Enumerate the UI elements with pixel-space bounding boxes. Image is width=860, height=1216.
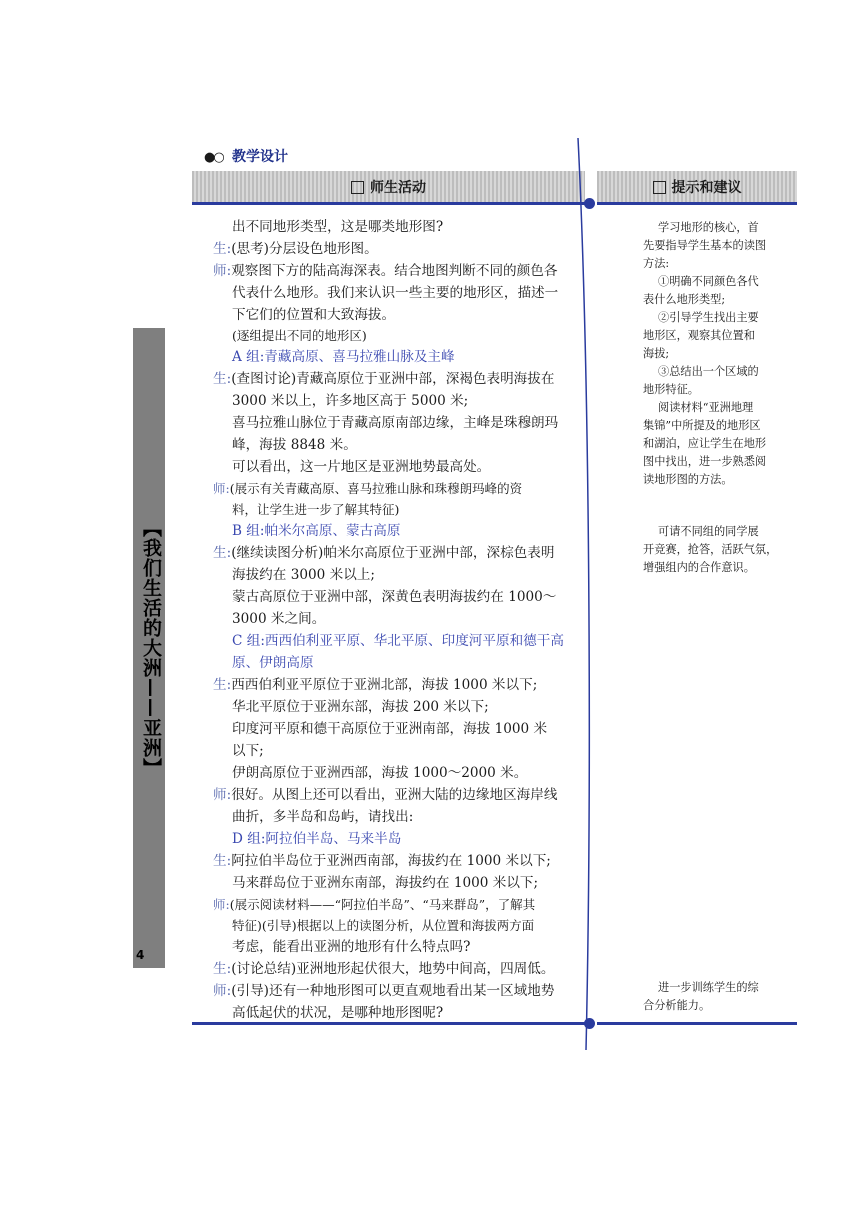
activity-line: 3000 米以上，许多地区高于 5000 米; — [232, 393, 469, 409]
group-heading: 原、伊朗高原 — [232, 655, 314, 671]
hint-line: 和湖泊，应让学生在地形 — [643, 437, 767, 450]
chapter-spine-title: 【我们生活的大洲——亚洲】 — [140, 518, 162, 778]
hint-line: 地形区，观察其位置和 — [643, 329, 755, 342]
activity-line: 生:(思考)分层设色地形图。 — [213, 241, 378, 257]
hint-line: 阅读材料“亚洲地理 — [658, 401, 754, 414]
divider-bullet-bottom — [584, 1018, 595, 1029]
group-heading: A 组:青藏高原、喜马拉雅山脉及主峰 — [232, 349, 455, 365]
activity-line: 生:(继续读图分析)帕米尔高原位于亚洲中部，深棕色表明 — [213, 545, 555, 561]
hint-line: 集锦”中所提及的地形区 — [643, 419, 761, 432]
bottom-rule-left — [192, 1022, 585, 1025]
bottom-rule-right — [597, 1022, 797, 1025]
activity-line: 高低起伏的状况，是哪种地形图呢? — [232, 1005, 444, 1021]
activity-line: 曲折，多半岛和岛屿，请找出: — [232, 809, 414, 825]
activities-column-header — [192, 171, 585, 203]
activity-line: 海拔约在 3000 米以上; — [232, 567, 375, 583]
activity-line: 师:观察图下方的陆高海深表。结合地图判断不同的颜色各 — [213, 263, 558, 279]
activity-line: (逐组提出不同的地形区) — [232, 328, 367, 343]
top-rule-left — [192, 202, 585, 205]
activity-line: 考虑，能看出亚洲的地形有什么特点吗? — [232, 939, 471, 955]
activity-line: 生:西西伯利亚平原位于亚洲北部，海拔 1000 米以下; — [213, 677, 538, 693]
hints-column-title: 提示和建议 — [671, 180, 742, 196]
hint-line: 学习地形的核心，首 — [658, 221, 759, 234]
hint-line: 进一步训练学生的综 — [658, 981, 759, 994]
hint-line: 可请不同组的同学展 — [658, 525, 759, 538]
hint-line: 地形特征。 — [643, 383, 699, 396]
checkbox-icon — [653, 181, 666, 194]
activity-line: 生:阿拉伯半岛位于亚洲西南部，海拔约在 1000 米以下; — [213, 853, 551, 869]
header-dots: ●○ — [204, 150, 223, 165]
group-heading: B 组:帕米尔高原、蒙古高原 — [232, 523, 401, 539]
group-heading: C 组:西西伯利亚平原、华北平原、印度河平原和德干高 — [232, 633, 564, 649]
activity-line: 师:(引导)还有一种地形图可以更直观地看出某一区域地势 — [213, 983, 555, 999]
activity-line: 师:(展示阅读材料——“阿拉伯半岛”、“马来群岛”，了解其 — [213, 897, 536, 912]
hint-line: 先要指导学生基本的读图 — [643, 239, 767, 252]
activity-line: 以下; — [232, 743, 264, 759]
activities-column-title: 师生活动 — [370, 180, 426, 196]
activity-line: 师:(展示有关青藏高原、喜马拉雅山脉和珠穆朗玛峰的资 — [213, 481, 523, 496]
page-number: 4 — [136, 948, 145, 962]
activity-line: 出不同地形类型，这是哪类地形图? — [232, 219, 444, 235]
page-header-title: 教学设计 — [232, 149, 288, 165]
hint-line: 开竞赛，抢答，活跃气氛， — [643, 543, 778, 556]
checkbox-icon — [351, 181, 364, 194]
activity-line: 峰，海拔 8848 米。 — [232, 437, 357, 453]
activity-line: 生:(查图讨论)青藏高原位于亚洲中部，深褐色表明海拔在 — [213, 371, 555, 387]
activity-line: 马来群岛位于亚洲东南部，海拔约在 1000 米以下; — [232, 875, 539, 891]
hint-line: 合分析能力。 — [643, 999, 711, 1012]
hint-line: ①明确不同颜色各代 — [658, 275, 759, 288]
activity-line: 3000 米之间。 — [232, 611, 326, 627]
activity-line: 蒙古高原位于亚洲中部，深黄色表明海拔约在 1000～ — [232, 589, 557, 605]
divider-bullet-top — [584, 198, 595, 209]
activity-line: 华北平原位于亚洲东部，海拔 200 米以下; — [232, 699, 489, 715]
hint-line: 读地形图的方法。 — [643, 473, 733, 486]
activity-line: 师:很好。从图上还可以看出，亚洲大陆的边缘地区海岸线 — [213, 787, 558, 803]
hint-line: ③总结出一个区域的 — [658, 365, 759, 378]
activity-line: 代表什么地形。我们来认识一些主要的地形区，描述一 — [232, 285, 559, 301]
hint-line: 海拔; — [643, 347, 670, 360]
column-divider-curve — [560, 130, 600, 1060]
activity-line: 可以看出，这一片地区是亚洲地势最高处。 — [232, 459, 491, 475]
hint-line: ②引导学生找出主要 — [658, 311, 759, 324]
activity-line: 印度河平原和德干高原位于亚洲南部，海拔 1000 米 — [232, 721, 548, 737]
activity-line: 特征)(引导)根据以上的读图分析，从位置和海拔两方面 — [232, 918, 535, 933]
hint-line: 增强组内的合作意识。 — [643, 561, 755, 574]
activity-line: 喜马拉雅山脉位于青藏高原南部边缘，主峰是珠穆朗玛 — [232, 415, 559, 431]
activity-line: 生:(讨论总结)亚洲地形起伏很大，地势中间高，四周低。 — [213, 961, 555, 977]
top-rule-right — [597, 202, 797, 205]
activity-line: 料，让学生进一步了解其特征) — [232, 502, 400, 517]
hints-column-header — [597, 171, 797, 203]
group-heading: D 组:阿拉伯半岛、马来半岛 — [232, 831, 402, 847]
hint-line: 图中找出，进一步熟悉阅 — [643, 455, 767, 468]
hint-line: 表什么地形类型; — [643, 293, 726, 306]
hint-line: 方法: — [643, 257, 670, 270]
activity-line: 伊朗高原位于亚洲西部，海拔 1000～2000 米。 — [232, 765, 528, 781]
activity-line: 下它们的位置和大致海拔。 — [232, 307, 396, 323]
